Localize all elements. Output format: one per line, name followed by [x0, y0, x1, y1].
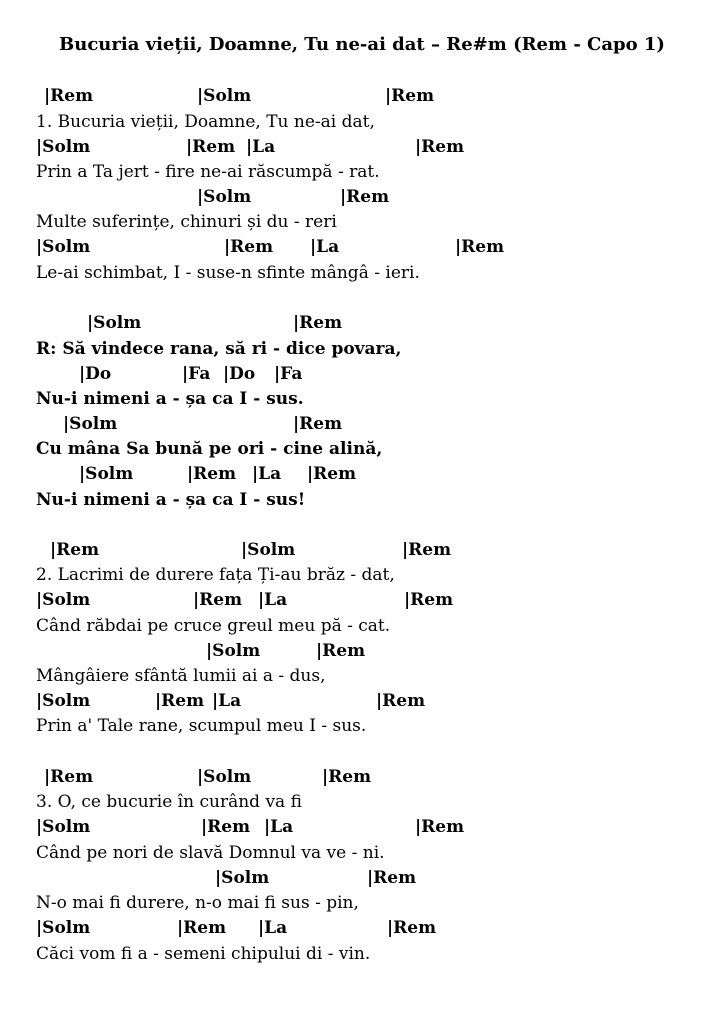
lyric-line	[0, 490, 724, 515]
lyric-text: Când răbdai pe cruce greul meu pă - cat.	[36, 616, 391, 636]
chord: |Rem	[415, 817, 465, 837]
song-title: Bucuria vieții, Doamne, Tu ne-ai dat – Re#m (Rem - Capo 1)	[59, 34, 665, 55]
chord: |La	[258, 590, 288, 610]
chord-line	[0, 313, 724, 338]
chord-line	[0, 187, 724, 212]
chord-line	[0, 464, 724, 489]
chord-line	[0, 641, 724, 666]
lyric-text: Mângâiere sfântă lumii ai a - dus,	[36, 666, 326, 686]
lyric-text: R: Să vindece rana, să ri - dice povara,	[36, 339, 402, 359]
chord: |Rem	[322, 767, 372, 787]
chord: |Solm	[241, 540, 296, 560]
chord: |Solm	[36, 137, 91, 157]
chord: |Rem	[455, 237, 505, 257]
chord: |Solm	[197, 86, 252, 106]
lyric-line	[0, 666, 724, 691]
lyric-line	[0, 389, 724, 414]
chord: |Fa	[182, 364, 211, 384]
chord: |Rem	[385, 86, 435, 106]
lyric-text: Nu-i nimeni a - șa ca I - sus!	[36, 490, 306, 510]
chord: |Rem	[293, 414, 343, 434]
chord: |Rem	[186, 137, 236, 157]
chord: |La	[258, 918, 288, 938]
chord: |Solm	[87, 313, 142, 333]
lyric-text: Prin a Ta jert - fire ne-ai răscumpă - rat.	[36, 162, 380, 182]
chord: |Solm	[36, 918, 91, 938]
chord-line	[0, 137, 724, 162]
lyric-text: Le-ai schimbat, I - suse-n sfinte mângâ - ieri.	[36, 263, 420, 283]
lyric-text: 1. Bucuria vieții, Doamne, Tu ne-ai dat,	[36, 112, 375, 132]
chord-line	[0, 691, 724, 716]
chord: |Rem	[155, 691, 205, 711]
chord: |Solm	[197, 187, 252, 207]
lyric-line	[0, 339, 724, 364]
lyric-line	[0, 843, 724, 868]
chord-line	[0, 414, 724, 439]
lyric-text: 2. Lacrimi de durere fața Ți-au brăz - dat,	[36, 565, 395, 585]
chord: |La	[252, 464, 282, 484]
lyric-text: Multe suferințe, chinuri și du - reri	[36, 212, 337, 232]
chord-line	[0, 590, 724, 615]
lyric-line	[0, 263, 724, 288]
chord: |Rem	[316, 641, 366, 661]
chord: |Rem	[193, 590, 243, 610]
lyric-line	[0, 792, 724, 817]
chord: |Rem	[44, 86, 94, 106]
chord-line	[0, 364, 724, 389]
lyric-line	[0, 565, 724, 590]
chord: |Rem	[340, 187, 390, 207]
lyric-text: Prin a' Tale rane, scumpul meu I - sus.	[36, 716, 367, 736]
chord-line	[0, 918, 724, 943]
chord: |Rem	[293, 313, 343, 333]
chord-line	[0, 817, 724, 842]
chord: |Rem	[387, 918, 437, 938]
lyric-text: N-o mai fi durere, n-o mai fi sus - pin,	[36, 893, 359, 913]
chord: |Rem	[187, 464, 237, 484]
chord: |La	[310, 237, 340, 257]
chord: |Rem	[50, 540, 100, 560]
chord: |Solm	[36, 590, 91, 610]
chord: |Rem	[415, 137, 465, 157]
chord: |Rem	[367, 868, 417, 888]
chord: |Solm	[36, 237, 91, 257]
lyric-text: 3. O, ce bucurie în curând va fi	[36, 792, 302, 812]
lyric-line	[0, 162, 724, 187]
chord-line	[0, 540, 724, 565]
chord: |Solm	[215, 868, 270, 888]
lyric-text: Când pe nori de slavă Domnul va ve - ni.	[36, 843, 385, 863]
chord: |Do	[223, 364, 256, 384]
lyric-text: Nu-i nimeni a - șa ca I - sus.	[36, 389, 304, 409]
chord: |Rem	[402, 540, 452, 560]
chord: |Rem	[44, 767, 94, 787]
chord: |Rem	[177, 918, 227, 938]
chord-line	[0, 767, 724, 792]
chord: |Solm	[79, 464, 134, 484]
lyric-text: Cu mâna Sa bună pe ori - cine alină,	[36, 439, 383, 459]
chord: |La	[212, 691, 242, 711]
chord-line	[0, 868, 724, 893]
chord: |Rem	[404, 590, 454, 610]
lyric-text: Căci vom fi a - semeni chipului di - vin.	[36, 944, 371, 964]
chord: |Solm	[206, 641, 261, 661]
lyric-line	[0, 944, 724, 969]
chord: |La	[264, 817, 294, 837]
chord: |La	[246, 137, 276, 157]
lyric-line	[0, 616, 724, 641]
chord: |Rem	[224, 237, 274, 257]
chord: |Fa	[274, 364, 303, 384]
lyric-line	[0, 112, 724, 137]
lyric-line	[0, 716, 724, 741]
chord: |Rem	[376, 691, 426, 711]
chord: |Solm	[36, 817, 91, 837]
chord-line	[0, 237, 724, 262]
chord-line	[0, 86, 724, 111]
chord: |Rem	[201, 817, 251, 837]
lyric-line	[0, 212, 724, 237]
chord: |Solm	[197, 767, 252, 787]
chord: |Solm	[36, 691, 91, 711]
chord: |Rem	[307, 464, 357, 484]
chord: |Do	[79, 364, 112, 384]
lyric-line	[0, 893, 724, 918]
lyric-line	[0, 439, 724, 464]
chord: |Solm	[63, 414, 118, 434]
